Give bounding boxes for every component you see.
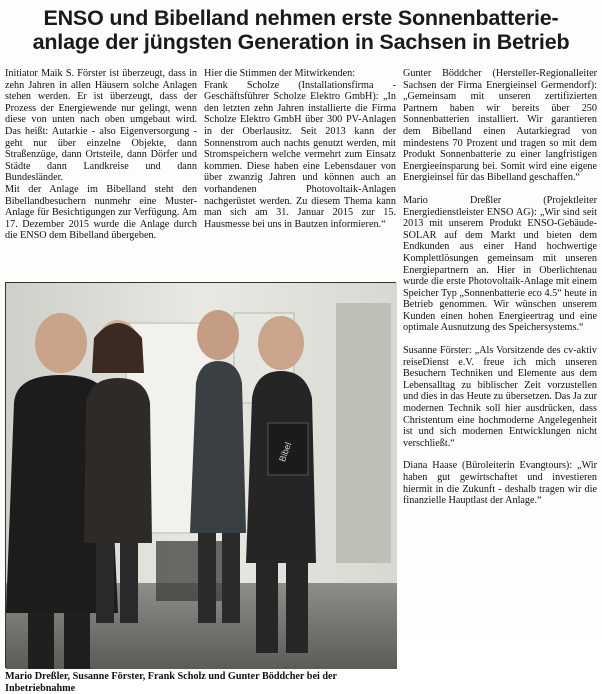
paragraph: Hier die Stimmen der Mitwirkenden: [204, 68, 356, 79]
quote-haase: Diana Haase (Büroleiterin Evangtours): „Wir haben gut gewirtschaftet und investieren hiermit in die Zukunft - deshalb tragen wir die finanzielle Hauptlast der Anlage.“ [403, 460, 597, 507]
paragraph: Initiator Maik S. Förster ist überzeugt, dass in zehn Jahren in allen Häusern solche Anlagen stehen werden. Er ist überzeugt, dass der Prozess der Energiewende nur gelingt, wenn diese von unten nach oben umgebaut wird. Das heißt: Autarkie - also Eigenversorgung - geht nur über einzelne Objekte, dann Straßenzüge, dann Ortsteile, dann Dörfer und Städte dann Landkreise und dann Bundesländer. [5, 68, 197, 184]
headline-line-1: ENSO und Bibelland nehmen erste Sonnenbatterie- [43, 6, 559, 30]
article-body [5, 68, 597, 694]
column-2 [204, 68, 396, 230]
column-3 [403, 68, 597, 518]
quote-boeddcher: Gunter Böddcher (Hersteller-Regionalleiter Sachsen der Firma Energieinsel Germendorf): „Gemeinsam mit unseren zertifizierten Partnern haben wir bereits über 250 Sonnenbatterien installiert. Wir garantieren dem Bibelland einen Autarkiegrad von mindestens 70 Prozent und tragen so mit dem Produkt Sonnenbatterie zu einer langfristigen Energieeinsparung bei. Somit wird eine eigene Energieinsel für das Bibelland geschaffen.“ [403, 68, 597, 184]
column-1 [5, 68, 197, 242]
headline-line-2: anlage der jüngsten Generation in Sachsen in Betrieb [32, 30, 570, 54]
group-photo [5, 282, 396, 668]
paragraph: Frank Scholze (Installationsfirma - Geschäftsführer Scholze Elektro GmbH): „In den letzten zehn Jahren installierte die Firma Scholze Elektro GmbH über 300 PV-Anlagen in der Oberlausitz. Seit 2013 kann der Sonnenstrom auch nachts genutzt werden, mit Stromspeichern welche vermehrt zum Einsatz kommen. Diese haben eine Lebensdauer von über zwanzig Jahren und können auch an vorhandenen Photovoltaik-Anlagen nachgerüstet werden. Zu diesem Thema kann man sich am 31. Januar 2015 zur 15. Hausmesse bei uns in Bautzen informieren.“ [204, 79, 396, 230]
paragraph: Mit der Anlage im Bibelland steht den Bibellandbesuchern nunmehr eine Muster-Anlage für Besichtigungen zur Verfügung. Am 17. Dezember 2015 wurde die Anlage durch die ENSO dem Bibelland übergeben. [5, 183, 197, 242]
folder-lettering: Bibel [277, 440, 294, 464]
photo-illustration [6, 283, 397, 669]
quote-dressler: Mario Dreßler (Projektleiter Energiedienstleister ENSO AG): „Wir sind seit 2013 mit unserem Produkt ENSO-Gebäude-SOLAR auf dem Markt und bieten dem Endkunden aus einer Hand hochwertige Komplettlösungen gemeinsam mit unseren Energiepartnern an. Hier in Oberlichtenau wurde die erste Photovoltaik-Anlage mit einem Speicher Typ „Sonnenbatterie eco 4.5“ heute in Betrieb genommen. Wir wünschen unserem Kunden einen hohen Energieertrag und eine optimale Ausnutzung des Speichersystems.“ [403, 194, 597, 334]
quote-foerster: Susanne Förster: „Als Vorsitzende des cv-aktiv reiseDienst e.V. freue ich mich unseren Besuchern Techniken und Elemente aus dem Lebensalltag zu biblischer Zeit vorzustellen und dies in das Heute zu übersetzen. Das Ja zur modernen Technik soll hier ausdrücken, dass Christentum eine hochmoderne Angelegenheit ist und sich modernen Entwicklungen nicht verschließt.“ [403, 345, 597, 449]
headline [5, 6, 597, 54]
photo-caption: Mario Dreßler, Susanne Förster, Frank Scholz und Gunter Böddcher bei der Inbetriebnahme [5, 671, 337, 694]
